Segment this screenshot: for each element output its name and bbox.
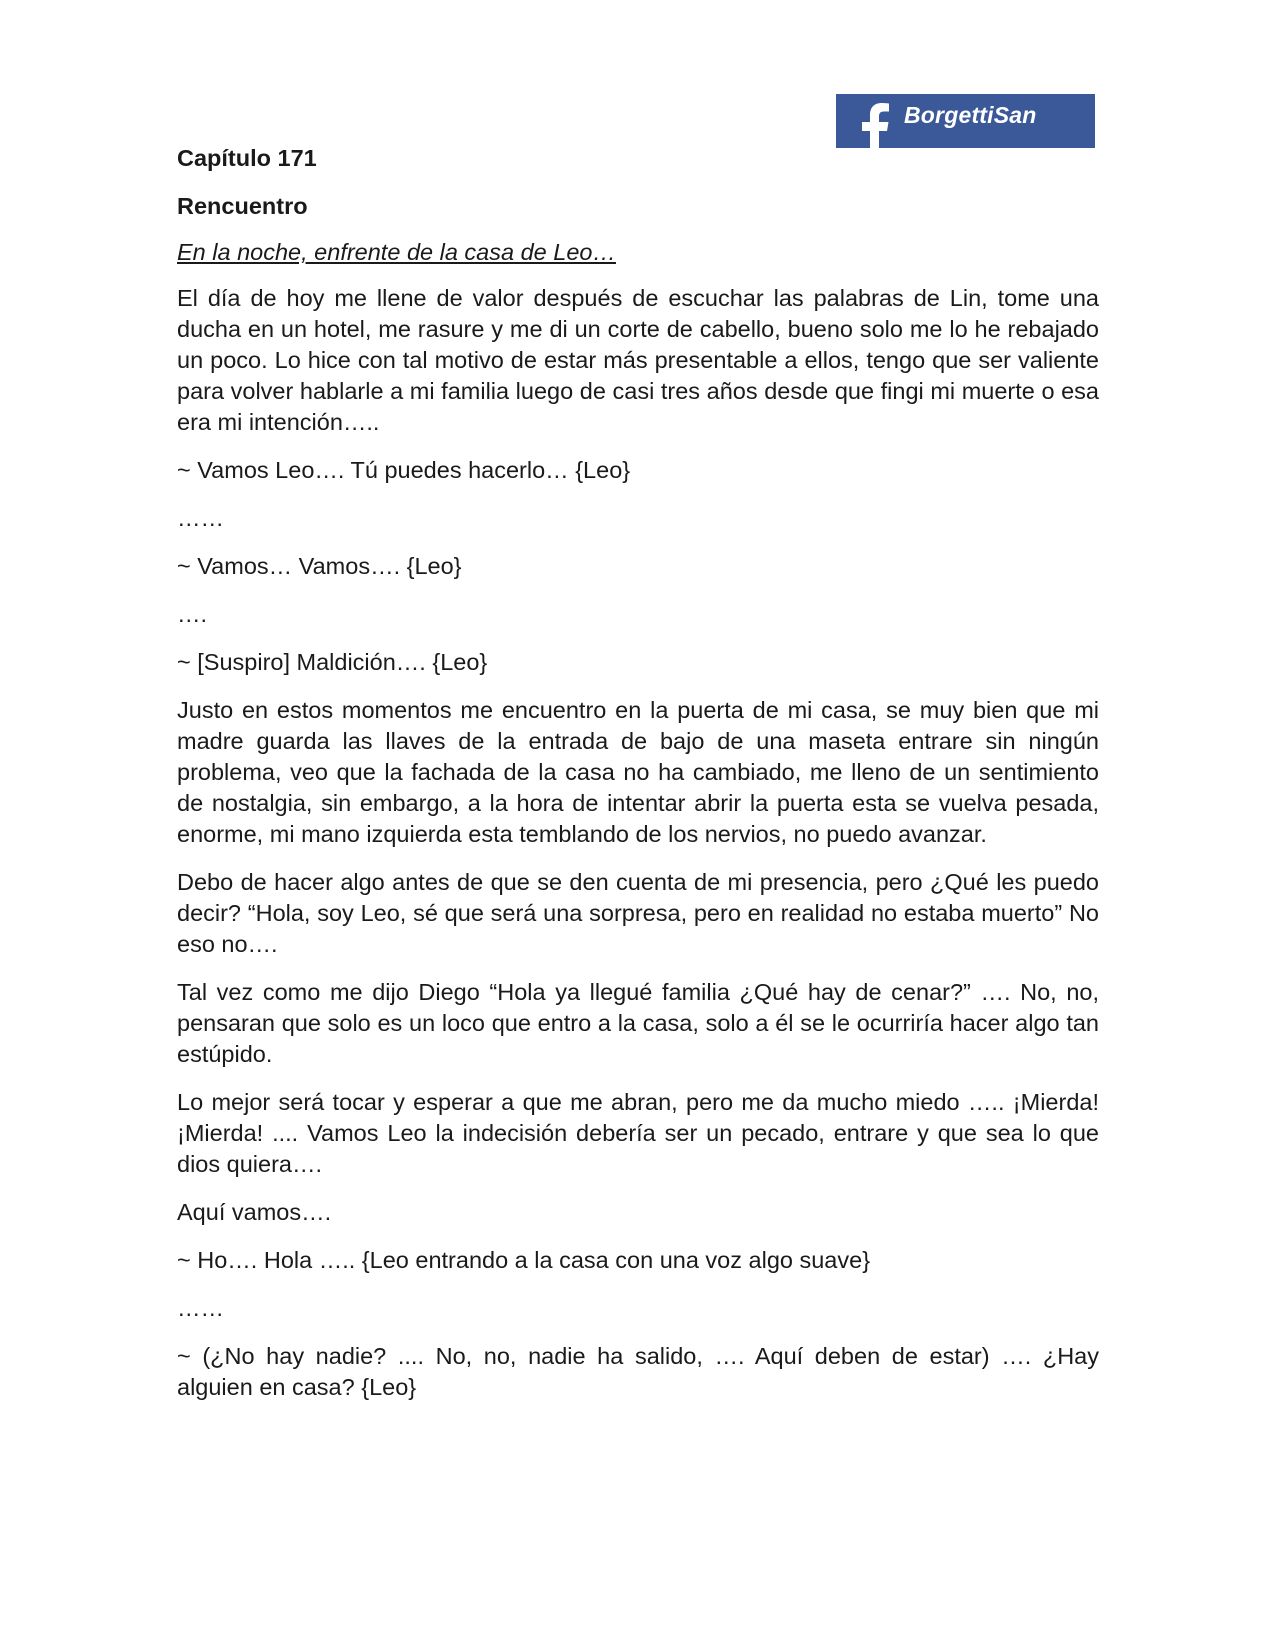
dialogue-line: ~ Vamos Leo…. Tú puedes hacerlo… {Leo} xyxy=(177,457,631,483)
paragraph: Debo de hacer algo antes de que se den cuenta de mi presencia, pero ¿Qué les puedo decir? “Hola, soy Leo, sé que será una sorpresa, pero en realidad no estaba muerto” No eso no…. xyxy=(177,869,1099,957)
dialogue-line: ~ Ho…. Hola ….. {Leo entrando a la casa con una voz algo suave} xyxy=(177,1247,871,1273)
document-body xyxy=(177,144,1099,1420)
dialogue-line: ~ [Suspiro] Maldición…. {Leo} xyxy=(177,649,488,675)
paragraph: Justo en estos momentos me encuentro en la puerta de mi casa, se muy bien que mi madre guarda las llaves de la entrada de bajo de una maseta entrare sin ningún problema, veo que la fachada de la casa no ha cambiado, me lleno de un sentimiento de nostalgia, sin embargo, a la hora de intentar abrir la puerta esta se vuelva pesada, enorme, mi mano izquierda esta temblando de los nervios, no puedo avanzar. xyxy=(177,697,1099,847)
scene-line: En la noche, enfrente de la casa de Leo… xyxy=(177,239,616,265)
facebook-badge xyxy=(836,94,1095,148)
pause-line: …… xyxy=(177,505,224,531)
chapter-name: Rencuentro xyxy=(177,193,308,219)
paragraph: Lo mejor será tocar y esperar a que me abran, pero me da mucho miedo ….. ¡Mierda! ¡Mierda! .... Vamos Leo la indecisión debería ser un pecado, entrare y que sea lo que dios quiera…. xyxy=(177,1089,1099,1177)
facebook-icon xyxy=(856,98,892,148)
paragraph: El día de hoy me llene de valor después de escuchar las palabras de Lin, tome una ducha en un hotel, me rasure y me di un corte de cabello, bueno solo me lo he rebajado un poco. Lo hice con tal motivo de estar más presentable a ellos, tengo que ser valiente para volver hablarle a mi familia luego de casi tres años desde que fingi mi muerte o esa era mi intención….. xyxy=(177,285,1099,435)
pause-line: …. xyxy=(177,601,208,627)
facebook-page-name: BorgettiSan xyxy=(904,102,1037,128)
pause-line: …… xyxy=(177,1295,224,1321)
paragraph: Aquí vamos…. xyxy=(177,1199,332,1225)
dialogue-line: ~ (¿No hay nadie? .... No, no, nadie ha salido, …. Aquí deben de estar) …. ¿Hay alguien en casa? {Leo} xyxy=(177,1343,1099,1400)
chapter-title: Capítulo 171 xyxy=(177,145,317,171)
dialogue-line: ~ Vamos… Vamos…. {Leo} xyxy=(177,553,462,579)
paragraph: Tal vez como me dijo Diego “Hola ya llegué familia ¿Qué hay de cenar?” …. No, no, pensaran que solo es un loco que entro a la casa, solo a él se le ocurriría hacer algo tan estúpido. xyxy=(177,979,1099,1067)
